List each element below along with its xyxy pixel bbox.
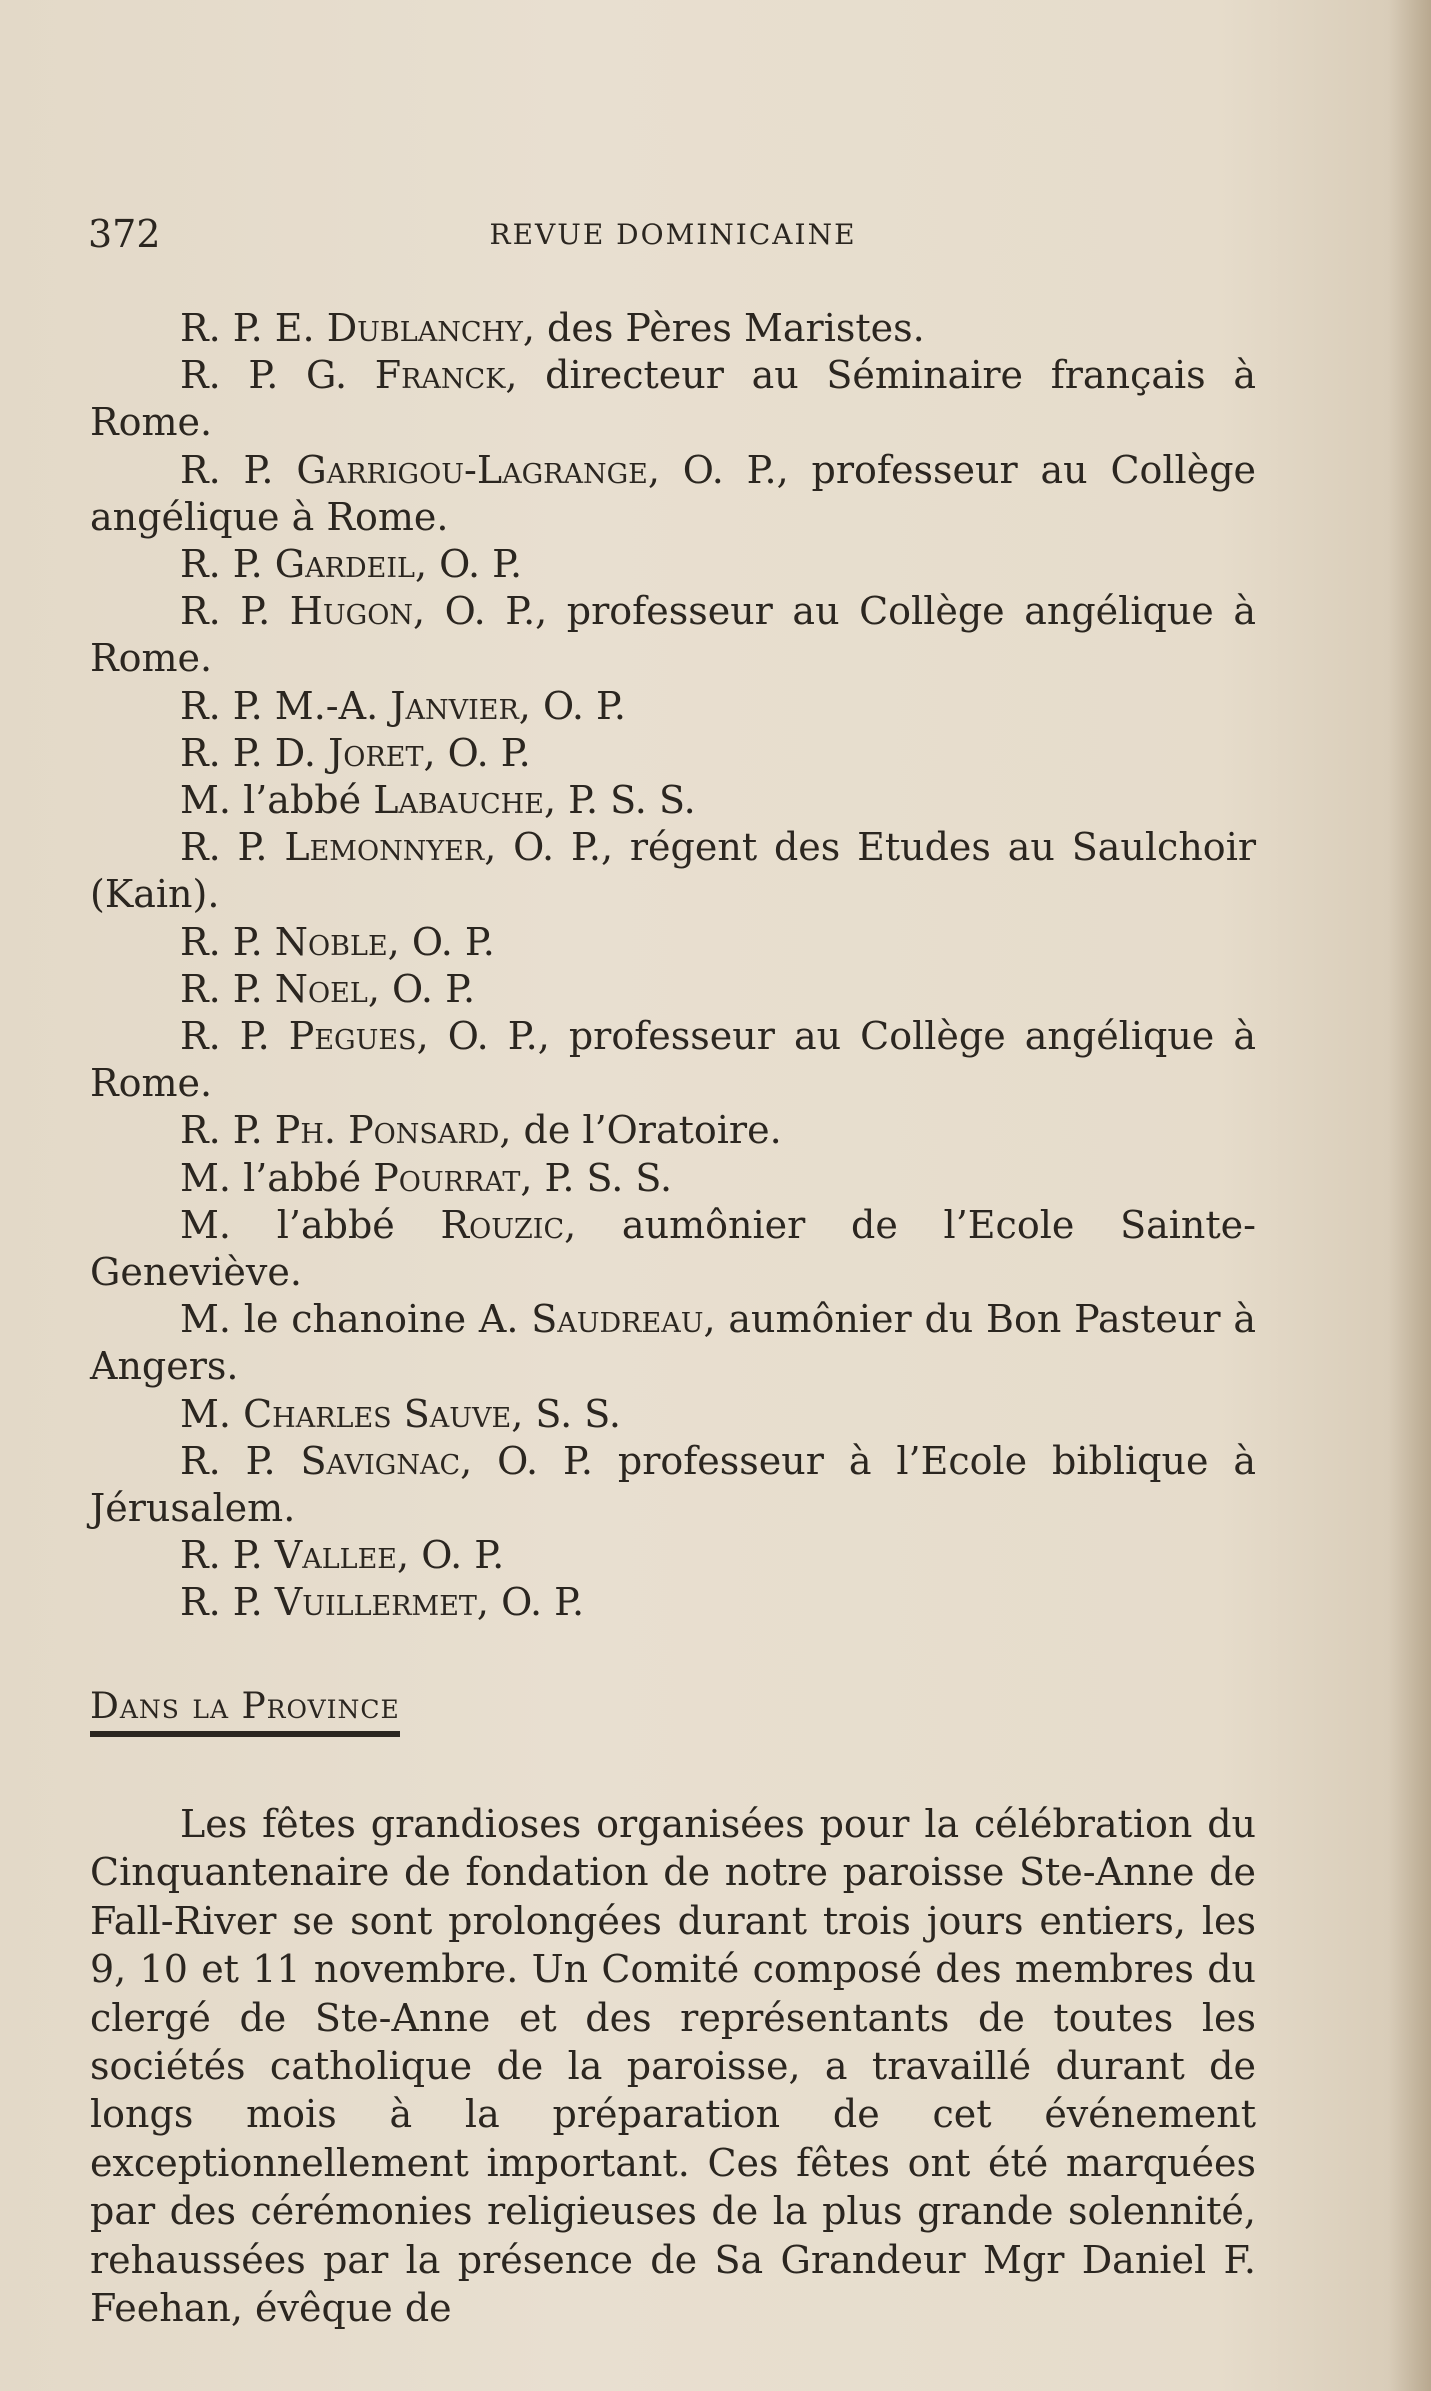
entry-name: Pegues — [288, 1014, 417, 1059]
list-entry: R. P. Vuillermet, O. P. — [180, 1580, 585, 1625]
entry-name: Vallee — [274, 1533, 398, 1578]
entry-name: Saudreau — [531, 1297, 704, 1342]
entry-name: Janvier — [390, 683, 519, 728]
entry-name: Noel — [274, 966, 368, 1011]
running-title: REVUE DOMINICAINE — [489, 218, 857, 251]
entry-name: Joret — [328, 730, 424, 775]
list-entry: R. P. Gardeil, O. P. — [180, 542, 523, 587]
list-entry: M. l’abbé Labauche, P. S. S. — [180, 778, 696, 823]
section-paragraph: Les fêtes grandioses organisées pour la célébration du Cinquantenaire de fondation de notre paroisse Ste-Anne de Fall-River se sont prolongées durant trois jours entiers, les 9, 10 et 11 novembre. Un Comité composé des membres du clergé de Ste-Anne et des représentants de toutes les sociétés catholique de la paroisse, a travaillé durant de longs mois à la préparation de cet événement exceptionnellement important. Ces fêtes ont été marquées par des cérémonies religieuses de la plus grande solennité, rehaussées par la présence de Sa Grandeur Mgr Daniel F. Feehan, évêque de — [90, 1802, 1256, 2331]
list-entry: R. P. M.-A. Janvier, O. P. — [180, 683, 626, 728]
page-header — [88, 212, 1258, 262]
entry-name: Ph. Ponsard — [274, 1108, 500, 1153]
list-entry: R. P. Lemonnyer, O. P., régent des Etudes au Saulchoir (Kain). — [90, 825, 1257, 917]
entry-name: Labauche — [373, 778, 544, 823]
entry-name: Franck — [374, 353, 506, 398]
entry-name: Lemonnyer — [284, 825, 485, 870]
page-number: 372 — [88, 212, 161, 256]
entry-name: Gardeil — [274, 542, 415, 587]
entry-name: Noble — [274, 919, 388, 964]
entry-name: Charles Sauve — [243, 1391, 512, 1436]
entry-name: Pourrat — [373, 1155, 521, 1200]
list-entry: M. Charles Sauve, S. S. — [180, 1391, 622, 1436]
list-entry: R. P. Noel, O. P. — [180, 966, 476, 1011]
list-entry: M. le chanoine A. Saudreau, aumônier du Bon Pasteur à Angers. — [90, 1297, 1256, 1389]
entry-name: Vuillermet — [274, 1580, 477, 1625]
list-entry: R. P. Savignac, O. P. professeur à l’Ecole biblique à Jérusalem. — [90, 1438, 1256, 1531]
list-entry: R. P. Pegues, O. P., professeur au Collège angélique à Rome. — [90, 1014, 1256, 1106]
list-entry: M. l’abbé Pourrat, P. S. S. — [180, 1155, 673, 1200]
list-entry: R. P. Hugon, O. P., professeur au Collège angélique à Rome. — [90, 589, 1256, 681]
entry-name: Rouzic — [440, 1202, 565, 1247]
list-entry: R. P. G. Franck, directeur au Séminaire français à Rome. — [90, 353, 1256, 445]
list-entry: R. P. Noble, O. P. — [180, 919, 495, 964]
entry-name: Garrigou-Lagrange — [296, 447, 648, 492]
section-heading: Dans la Province — [90, 1686, 400, 1737]
list-entry: R. P. Garrigou-Lagrange, O. P., professeur au Collège angélique à Rome. — [90, 447, 1257, 539]
entry-name: Savignac — [300, 1438, 461, 1483]
list-entry: R. P. E. Dublanchy, des Pères Maristes. — [180, 306, 925, 350]
entry-name: Hugon — [289, 589, 413, 634]
list-entry: R. P. Ph. Ponsard, de l’Oratoire. — [180, 1108, 782, 1153]
entry-name: Dublanchy — [326, 306, 523, 350]
list-entry: M. l’abbé Rouzic, aumônier de l’Ecole Sainte-Geneviève. — [90, 1202, 1256, 1295]
list-entry: R. P. Vallee, O. P. — [180, 1533, 505, 1578]
member-list — [90, 305, 1256, 1627]
list-entry: R. P. D. Joret, O. P. — [180, 730, 531, 775]
